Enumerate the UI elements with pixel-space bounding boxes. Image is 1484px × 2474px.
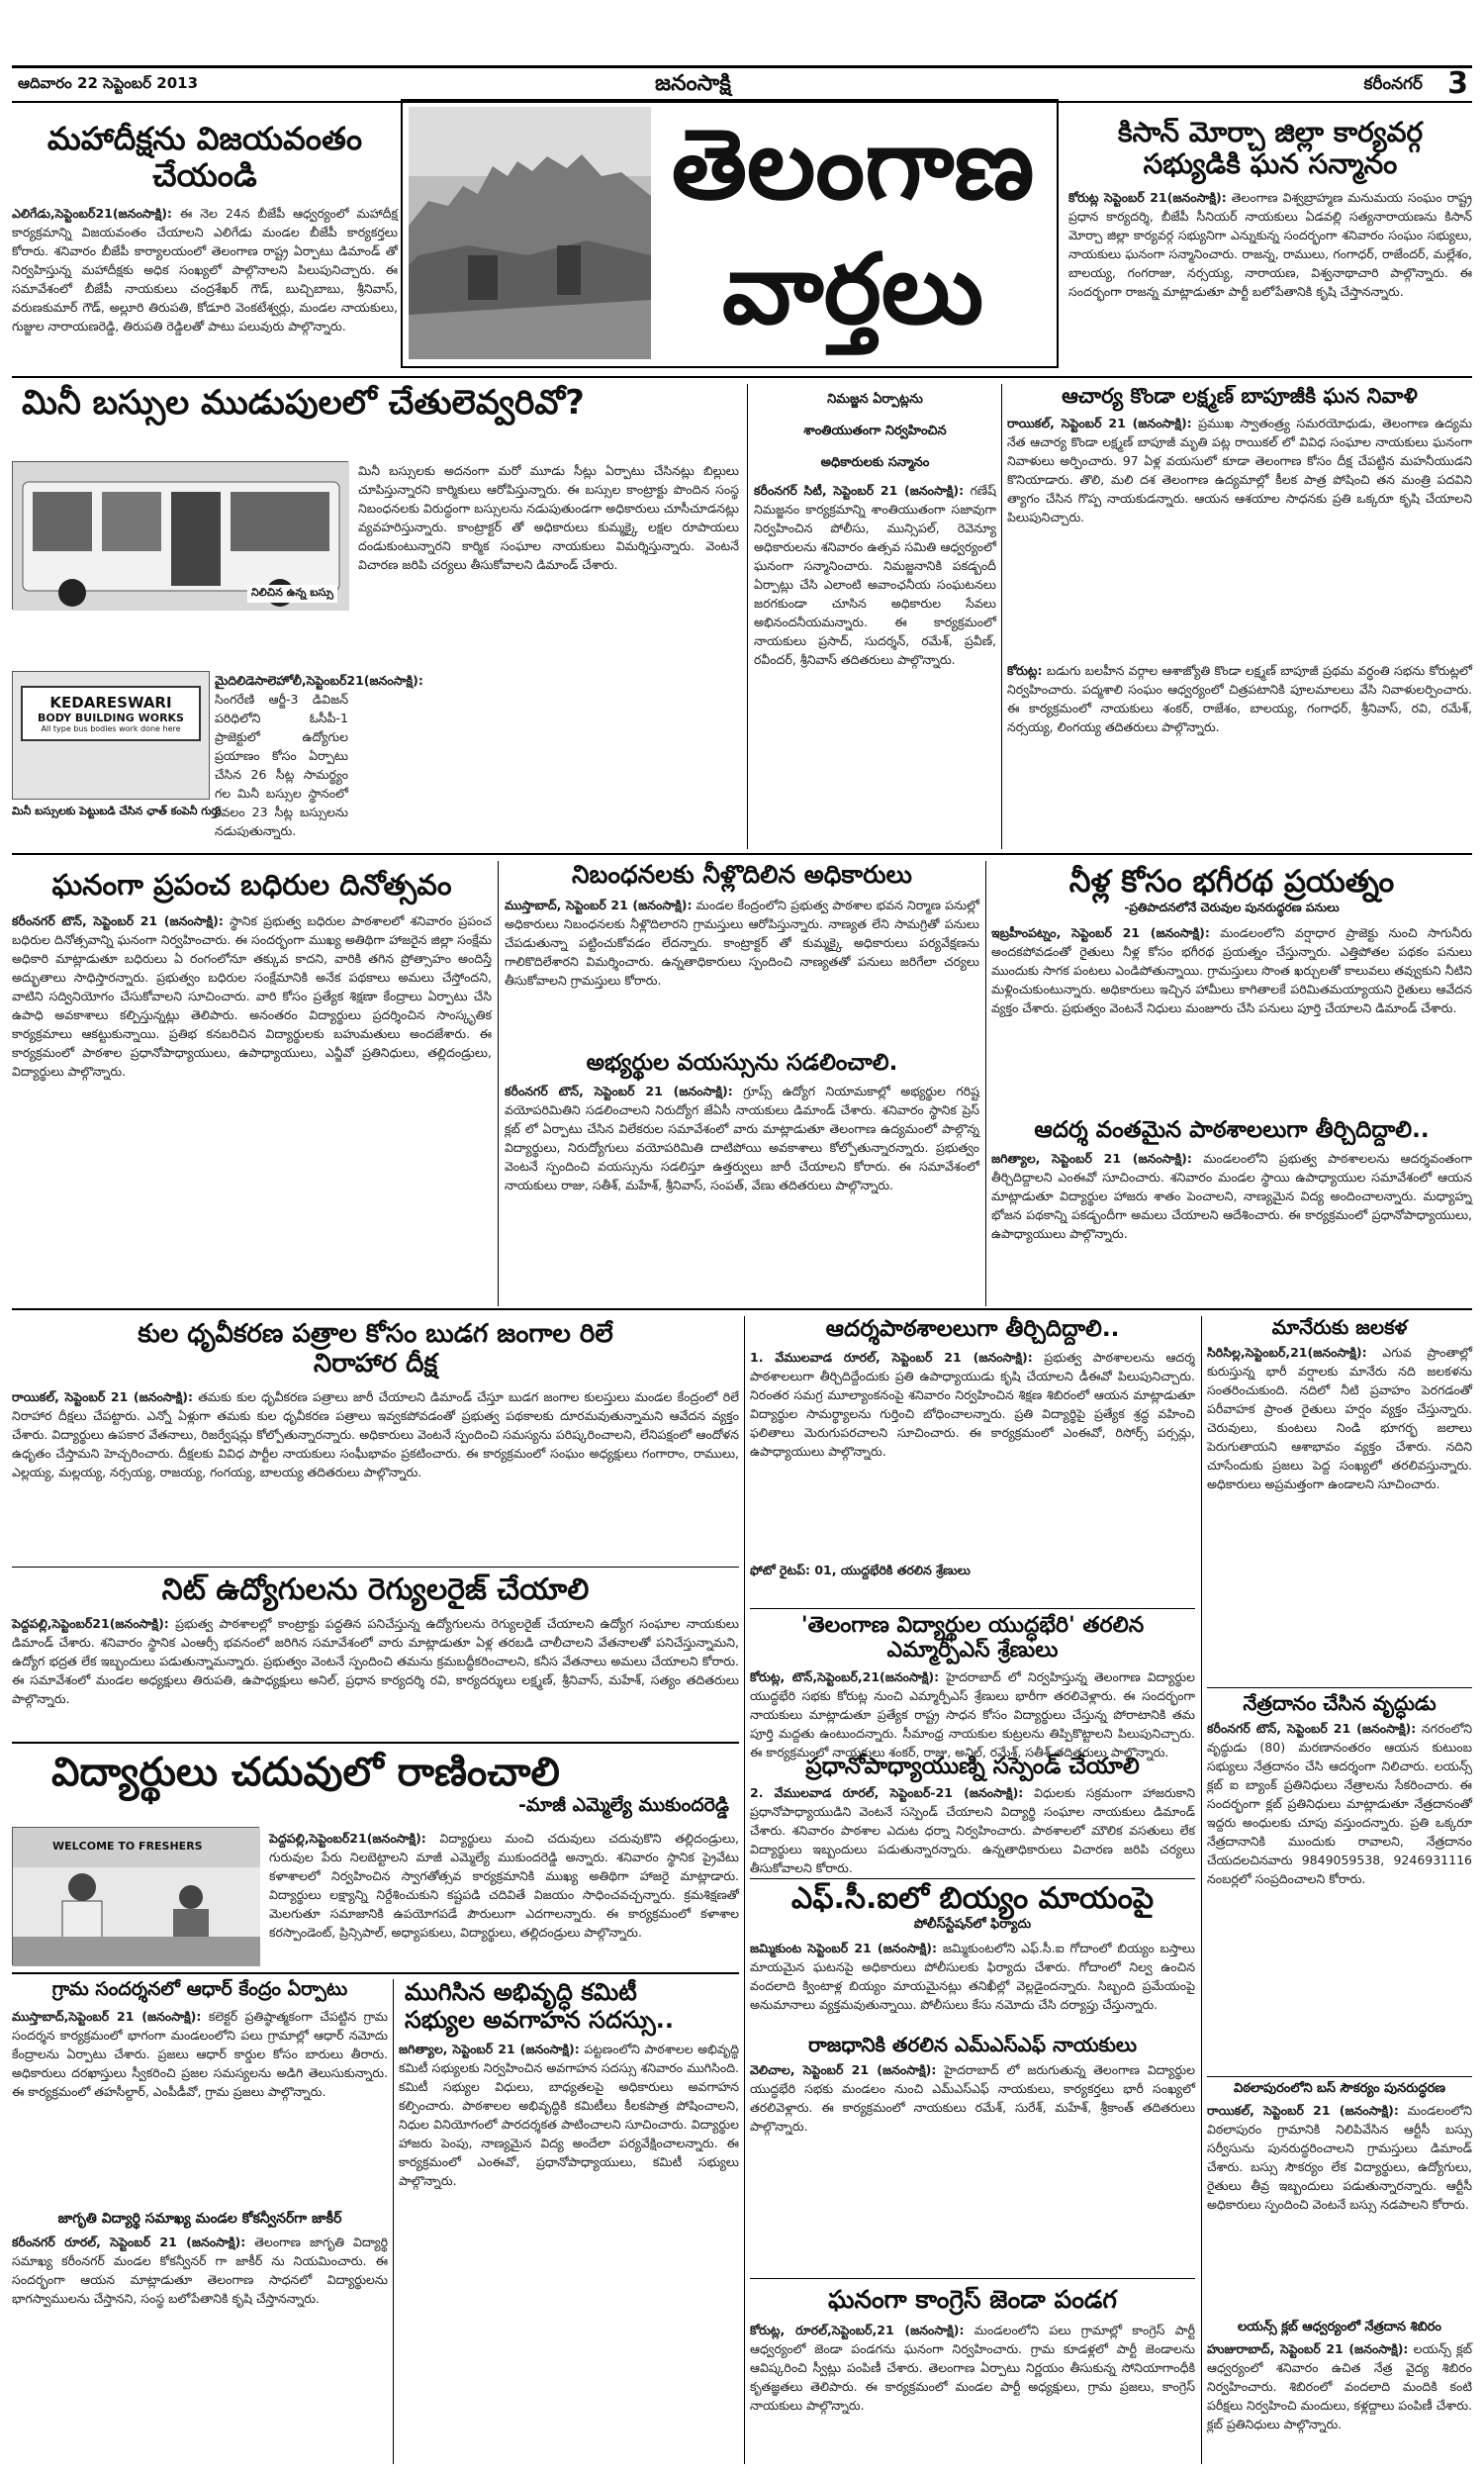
byline: -మాజీ ఎమ్మెల్యే ముకుందరెడ్డి [518, 1794, 729, 1816]
body-text: గ్రూప్స్ ఉద్యోగ నియామకాల్లో అభ్యర్థుల గరిష్ట వయోపరిమితిని సడలించాలని నిరుద్యోగ జేఏసీ నాయకులు డిమాండ్ చేశారు. శనివారం స్థానిక ప్రెస్ క్లబ్ లో ఏర్పాటు చేసిన విలేకరుల సమావేశంలో వారు మాట్లాడుతూ తెలంగాణ ఉద్యమంలో పాల్గొన్న విద్యార్థులు, నిరుద్యోగులు వయోపరిమితి దాటిపోయి అవకాశాలు కోల్పోతున్నారన్నారు. ప్రభుత్వం వెంటనే స్పందించి వయస్సును సడలిస్తూ ఉత్తర్వులు జారీ చేయాలని కోరారు. ఈ సమావేశంలో నాయకులు రాజు, సతీశ్, మహేశ్, శ్రీనివాస్, సంపత్, వేణు తదితరులు పాల్గొన్నారు. [505, 1084, 979, 1193]
article-mrps [750, 1613, 1195, 1760]
sign-text: All type bus bodies work done here [41, 724, 181, 733]
headline: లయన్స్ క్లబ్ ఆధ్వర్యంలో నేత్రదాన శిబిరం [1237, 2320, 1442, 2334]
dateline: ఎలిగేడు,సెప్టెంబర్21(జనంసాక్షి): [12, 205, 172, 221]
dateline: జగిత్యాల, సెప్టెంబర్ 21 (జనంసాక్షి): [991, 1151, 1192, 1167]
subhead: శాంతియుతంగా నిర్వహించిన [803, 424, 947, 438]
article-mini-bus [12, 384, 742, 849]
headline: ఎమ్మార్పీఎస్ శ్రేణులు [886, 1638, 1059, 1664]
article-development-committee [399, 1979, 739, 2464]
dateline: జమ్మికుంట సెప్టెంబర్ 21 (జనంసాక్షి): [750, 1940, 938, 1955]
dateline: వెలిచాల, సెప్టెంబర్ 21 (జనంసాక్షి): [750, 2061, 937, 2077]
headline: నిరాహార దీక్ష [313, 1348, 438, 1379]
dateline: 2. వేములవాడ రూరల్, సెప్టెంబర్-21 (జనంసాక్షి): [750, 1785, 1024, 1801]
article-model-schools [750, 1316, 1195, 1603]
body-text: లయన్స్ క్లబ్ ఆధ్వర్యంలో శనివారం ఉచిత నేత్ర వైద్య శిబిరం నిర్వహించారు. శిబిరంలో వందలాది మందికి కంటి పరీక్షలు నిర్వహించి మందులు, కళ్లద్దాలు పంపిణీ చేశారు. క్లబ్ ప్రతినిధులు పాల్గొన్నారు. [1207, 2340, 1472, 2431]
bus-photo [12, 461, 348, 610]
article-lions-camp [1207, 2321, 1472, 2464]
issue-date: ఆదివారం 22 సెప్టెంబర్ 2013 [18, 74, 199, 92]
photo-caption: నిలిచిన ఉన్న బస్సు [247, 585, 337, 603]
section-banner [401, 99, 1059, 368]
page-header [12, 65, 1472, 103]
headline: అభ్యర్థుల వయస్సును సడలించాలి. [586, 1049, 898, 1076]
headline: గ్రామ సందర్శనలో ఆధార్ కేంద్రం ఏర్పాటు [51, 1978, 348, 2000]
banner-text: WELCOME TO FRESHERS [52, 1840, 203, 1853]
photo-caption: ఫోటో రైటప్: 01, యుద్దభేరికి తరలిన శ్రేణులు [750, 1563, 971, 1578]
body-text: మండలంలోని పలు గ్రామాల్లో కాంగ్రెస్ పార్టీ ఆధ్వర్యంలో జెండా పండగను ఘనంగా నిర్వహించారు. గ్రామ కూడళ్లలో పార్టీ జెండాలను ఆవిష్కరించి స్వీట్లు పంపిణీ చేశారు. తెలంగాణ ఏర్పాటు నిర్ణయం తీసుకున్న సోనియాగాంధీకి కృతజ్ఞతలు తెలిపారు. ఈ కార్యక్రమంలో మండల పార్టీ అధ్యక్షులు, గ్రామ ప్రజలు, కాంగ్రెస్ నాయకులు పాల్గొన్నారు. [750, 2322, 1196, 2413]
body-text: తెలంగాణ విశ్వబ్రాహ్మణ మనుమయ సంఘం రాష్ట్ర ప్రధాన కార్యదర్శి, బీజేపీ సీనియర్ నాయకులు ఏడవల్లి సత్యనారాయణను కిసాన్ మోర్చా జిల్లా కార్యవర్గ సభ్యునిగా ఎన్నుకున్న సందర్భంగా శనివారం సంఘం సభ్యులు, నాయకులు ఘనంగా సన్మానించారు. రాజన్న, రాములు, గంగాధర్, రాజేందర్, మల్లేశం, బాలయ్య, గంగరాజు, నర్సయ్య, నారాయణ, విశ్వనాథాచారి పాల్గొన్నారు. ఈ సందర్భంగా రాజన్న మాట్లాడుతూ పార్టీ బలోపేతానికి కృషి చేస్తానన్నారు. [1068, 190, 1472, 300]
headline: ఆచార్య కొండా లక్ష్మణ్ బాపూజీకి ఘన నివాళి [1062, 384, 1418, 408]
article-immersion [754, 384, 996, 849]
dateline: కరీంనగర్ టౌన్, సెప్టెంబర్ 21 (జనంసాక్షి): [505, 1084, 733, 1099]
dateline: 1. వేములవాడ రూరల్, సెప్టెంబర్ 21 (జనంసాక్షి): [750, 1350, 1033, 1366]
dateline: హుజురాబాద్, సెప్టెంబర్ 21 (జనంసాక్షి): [1207, 2340, 1409, 2356]
headline: జాగృతి విద్యార్థి సమాఖ్య మండల కోకన్వీనర్‌గా జాకీర్ [57, 2210, 342, 2227]
article-congress-flag [750, 2286, 1195, 2464]
dateline: మైదిలిడెసాలెహోలీ,సెప్టెంబర్21(జనంసాక్షి): [215, 673, 423, 688]
headline: రాజధానికి తరలిన ఎమ్ఎస్ఎఫ్ నాయకులు [807, 2032, 1138, 2056]
subhead: -ప్రతిపాదనలోనే చెరువుల పునరుద్ధరణ పనులు [1124, 900, 1340, 914]
headline: ఎఫ్.సీ.ఐలో బియ్యం మాయంపై [790, 1881, 1155, 1916]
headline: కుల ధృవీకరణ పత్రాల కోసం బుడగ జంగాల రిలే [138, 1319, 613, 1349]
body-text: విధులకు సక్రమంగా హాజరుకాని ప్రధానోపాధ్యాయుడిని వెంటనే సస్పెండ్ చేయాలని విద్యార్థి సంఘాల నాయకులు డిమాండ్ చేశారు. శనివారం పాఠశాల ఎదుట ధర్నా నిర్వహించారు. పాఠశాలలో మౌలిక వసతులు లేక విద్యార్థులు ఇబ్బందులు పడుతున్నారన్నారు. ఉన్నతాధికారులు విచారణ జరిపి చర్యలు తీసుకోవాలని కోరారు. [750, 1785, 1195, 1876]
headline: సభ్యుల అవగాహన సదస్సు.. [405, 2005, 674, 2034]
body-text: కలెక్టర్ ప్రతిష్ఠాత్మకంగా చేపట్టిన గ్రామ సందర్శన కార్యక్రమంలో భాగంగా మండలంలోని పలు గ్రామాల్లో ఆధార్ నమోదు కేంద్రాలను ఏర్పాటు చేశారు. ప్రజలు ఆధార్ కార్డుల కోసం బారులు తీరారు. అధికారులు దరఖాస్తులు స్వీకరించి ప్రజల సమస్యలను అడిగి తెలుసుకున్నారు. ఈ కార్యక్రమంలో తహసీల్దార్, ఎంపీడీవో, గ్రామ ప్రజలు పాల్గొన్నారు. [12, 2008, 388, 2099]
article-caste-certificates [12, 1316, 739, 1564]
body-text: హైదరాబాద్ లో జరుగుతున్న తెలంగాణ విద్యార్థుల యుద్ధభేరి సభకు మండలం నుంచి ఎమ్ఎస్ఎఫ్ నాయకులు, కార్యకర్తలు భారీ సంఖ్యలో తరలివెళ్లారు. ఈ కార్యక్రమంలో నాయకులు రమేశ్, సురేశ్, మహేశ్, శ్రీకాంత్ తదితరులు పాల్గొన్నారు. [750, 2061, 1195, 2134]
body-text: జమ్మికుంటలోని ఎఫ్.సీ.ఐ గోదాంలో బియ్యం బస్తాలు మాయమైన ఘటనపై అధికారులు పోలీసులకు ఫిర్యాదు చేశారు. గోదాంలో నిల్వ ఉంచిన వందలాది క్వింటాళ్ల బియ్యం మాయమైనట్లు తనిఖీల్లో వెల్లడైందన్నారు. సిబ్బంది ప్రమేయంపై అనుమానాలు వ్యక్తమవుతున్నాయి. పోలీసులు కేసు నమోదు చేసి దర్యాప్తు చేస్తున్నారు. [750, 1940, 1195, 2012]
dateline: పెద్దపల్లి,సెప్టెంబర్21(జనంసాక్షి): [12, 1615, 169, 1631]
headline: నిట్ ఉద్యోగులను రెగ్యులరైజ్ చేయాలి [161, 1572, 590, 1607]
headline: నేత్రదానం చేసిన వృద్ధుడు [1243, 1691, 1437, 1715]
dateline: రాయికల్, సెప్టెంబర్ 21 (జనంసాక్షి): [1207, 2102, 1399, 2118]
article-rules-ignored [505, 861, 979, 1306]
dateline: ముస్తాబాద్, సెప్టెంబర్ 21 (జనంసాక్షి): [505, 897, 693, 912]
body-text: తెలంగాణ జాగృతి విద్యార్థి సమాఖ్య కరీంనగర్ మండల కోకన్వీనర్ గా జాకీర్ ను నియమించారు. ఈ సందర్భంగా ఆయన మాట్లాడుతూ తెలంగాణ సాధనలో విద్యార్థులను భాగస్వాములను చేస్తానని, సంస్థ బలోపేతానికి కృషి చేస్తానన్నారు. [12, 2234, 388, 2306]
headline: ఆదర్శ వంతమైన పాఠశాలలుగా తీర్చిదిద్దాలి.. [1034, 1116, 1430, 1143]
body-text: మండలంలోని వర్షాధార ప్రాజెక్టు నుంచి సాగునీరు అందకపోవడంతో రైతులు నీళ్ల కోసం భగీరథ ప్రయత్నం చేస్తున్నారు. ఎత్తిపోతల పథకం పనులు ముందుకు సాగక పంటలు ఎండిపోతున్నాయి. గ్రామస్తులు సొంత ఖర్చులతో కాలువలు తవ్వుకుని నీటిని మళ్లించుకుంటున్నారు. అధికారులు ఇచ్చిన హామీలు కాగితాలకే పరిమితమయ్యాయని రైతులు ఆవేదన వ్యక్తం చేశారు. ప్రభుత్వం వెంటనే నిధులు మంజూరు చేసి పనులు పూర్తి చేయాలని డిమాండ్ చేశారు. [991, 924, 1472, 1015]
photo-caption: మినీ బస్సులకు పెట్టుబడి చేసిన ఛాత్ కంపెనీ గుర్తు [12, 805, 348, 820]
body-text: స్థానిక ప్రభుత్వ బధిరుల పాఠశాలలో శనివారం ప్రపంచ బధిరుల దినోత్సవాన్ని ఘనంగా నిర్వహించారు. ఈ సందర్భంగా ముఖ్య అతిథిగా హాజరైన జిల్లా సంక్షేమ అధికారి మాట్లాడుతూ బధిరులు ఏ రంగంలోనూ తక్కువ కాదని, వారికి తగిన ప్రోత్సాహం అందిస్తే అద్భుతాలు సాధిస్తారన్నారు. ప్రభుత్వం బధిరుల సంక్షేమానికి అనేక పథకాలు అమలు చేస్తోందని, వాటిని సద్వినియోగం చేసుకోవాలని సూచించారు. వారి కోసం ప్రత్యేక శిక్షణా కేంద్రాలు ఏర్పాటు చేసి ఉపాధి అవకాశాలు కల్పిస్తున్నట్లు తెలిపారు. అనంతరం విద్యార్థులు ప్రదర్శించిన సాంస్కృతిక కార్యక్రమాలు ఆకట్టుకున్నాయి. ప్రతిభ కనబరిచిన విద్యార్థులకు బహుమతులు అందజేశారు. ఈ కార్యక్రమంలో పాఠశాల ప్రధానోపాధ్యాయులు, ఉపాధ్యాయులు, ఎన్జీవో ప్రతినిధులు, తల్లిదండ్రులు, విద్యార్థులు పాల్గొన్నారు. [12, 913, 493, 1080]
headline: చేయండి [152, 155, 257, 194]
dateline: రాయికల్, సెప్టెంబర్ 21 (జనంసాక్షి): [1007, 416, 1192, 431]
article-bapuji [1007, 384, 1472, 849]
dateline: కోరుట్ల సెప్టెంబర్ 21(జనంసాక్షి): [1068, 190, 1227, 206]
article-eye-donation [1207, 1692, 1472, 2068]
headline: మినీ బస్సుల ముడుపులలో చేతులెవ్వరివో? [22, 383, 585, 423]
sign-text: BODY BUILDING WORKS [38, 712, 184, 724]
article-mahadeeksha [12, 111, 398, 368]
dateline: కోరుట్ల, టౌన్,సెప్టెంబర్,21(జనంసాక్షి): [750, 1668, 940, 1684]
headline: నిబంధనలకు నీళ్లొదిలిన అధికారులు [572, 860, 912, 889]
article-kisan-morcha [1068, 111, 1472, 368]
dateline: కరీంనగర్ సిటీ, సెప్టెంబర్ 21 (జనంసాక్షి): [754, 483, 965, 498]
body-text: ఈ నెల 24న బీజేపీ ఆధ్వర్యంలో మహాదీక్ష కార్యక్రమాన్ని విజయవంతం చేయాలని ఎలిగేడు మండల బీజేపీ కార్యకర్తలు కోరారు. శనివారం బీజేపీ కార్యాలయంలో తెలంగాణ రాష్ట్ర ఏర్పాటు డిమాండ్ తో నిర్వహిస్తున్న మహాదీక్షకు అధిక సంఖ్యలో పాల్గొనాలని పిలుపునిచ్చారు. ఈ సమావేశంలో బీజేపీ నాయకులు చంద్రశేఖర్ గౌడ్, బుచ్చిబాబు, శ్రీనివాస్, వరుణకుమార్ గౌడ్, అల్లూరి తిరుపతి, కోడూరి వెంకటేశ్వర్లు, మండల నాయకులు, గుజ్జుల నారాయణరెడ్డి, తిరుపతి రెడ్డిలతో పాటు పలువురు పాల్గొన్నారు. [12, 205, 398, 333]
dateline: కరీంనగర్ టౌన్, సెప్టెంబర్ 21 (జనంసాక్షి): [12, 913, 224, 929]
body-text: బడుగు బలహీన వర్గాల ఆశాజ్యోతి కొండా లక్ష్మణ్ బాపూజీ ప్రథమ వర్ధంతి సభను కోరుట్లలో నిర్వహించారు. పద్మశాలి సంఘం ఆధ్వర్యంలో చిత్రపటానికి పూలమాలలు వేసి నివాళులర్పించారు. ఈ కార్యక్రమంలో నాయకులు శంకర్, రాజేశం, బాలయ్య, గంగాధర్, శ్రీనివాస్, రవి, రమేశ్, నర్సయ్య, లింగయ్య తదితరులు పాల్గొన్నారు. [1007, 663, 1472, 735]
region: కరీంనగర్ [1363, 74, 1423, 94]
body-text: విద్యార్థులు మంచి చదువులు చదువుకొని తల్లిదండ్రులు, గురువుల పేరు నిలబెట్టాలని మాజీ ఎమ్మెల్యే ముకుందరెడ్డి అన్నారు. శనివారం స్థానిక ప్రైవేటు కళాశాలలో నిర్వహించిన స్వాగతోత్సవ కార్యక్రమానికి ముఖ్య అతిథిగా హాజరై మాట్లాడారు. విద్యార్థులు లక్ష్యాన్ని నిర్దేశించుకుని కష్టపడి చదివితే విజయం సాధించవచ్చన్నారు. క్రమశిక్షణతో మెలగుతూ సమాజానికి ఉపయోగపడే పౌరులుగా ఎదగాలన్నారు. ఈ కార్యక్రమంలో కళాశాల కరస్పాండెంట్, ప్రిన్సిపాల్, అధ్యాపకులు, విద్యార్థులు, తల్లిదండ్రులు పాల్గొన్నారు. [269, 1831, 739, 1940]
body-text: నగరంలోని వృద్ధుడు (80) మరణానంతరం ఆయన కుటుంబ సభ్యులు నేత్రదానం చేసి ఆదర్శంగా నిలిచారు. లయన్స్ క్లబ్ ఐ బ్యాంక్ ప్రతినిధులు నేత్రాలను సేకరించారు. ఈ సందర్భంగా క్లబ్ ప్రతినిధులు మాట్లాడుతూ నేత్రదానంతో ఇద్దరు అంధులకు చూపు వస్తుందన్నారు. ప్రతి ఒక్కరూ నేత్రదానానికి ముందుకు రావాలని, నేత్రదానం చేయదలచినవారు 9849059538, 9246931116 నంబర్లలో సంప్రదించాలని కోరారు. [1207, 1721, 1473, 1886]
subhead: పోలీస్‌స్టేషన్‌లో ఫిర్యాదు [913, 1916, 1032, 1932]
dateline: కరీంనగర్ రూరల్, సెప్టెంబర్ 21 (జనంసాక్షి): [12, 2234, 246, 2249]
body-text: గణేష్ నిమజ్జనం కార్యక్రమాన్ని శాంతియుతంగా సజావుగా నిర్వహించిన పోలీసు, మున్సిపల్, రెవెన్యూ అధికారులను శనివారం ఉత్సవ సమితి ఆధ్వర్యంలో ఘనంగా సన్మానించారు. నిమజ్జనానికి పకడ్బందీ ఏర్పాట్లు చేసి ఎలాంటి అవాంఛనీయ సంఘటనలు జరగకుండా చూసిన అధికారుల సేవలు అభినందనీయమన్నారు. ఈ కార్యక్రమంలో నాయకులు ప్రసాద్, సుదర్శన్, రమేశ్, ప్రవీణ్, రవీందర్, శ్రీనివాస్ తదితరులు పాల్గొన్నారు. [754, 483, 996, 667]
body-text: హైదరాబాద్ లో నిర్వహిస్తున్న తెలంగాణ విద్యార్థుల యుద్ధభేరి సభకు కోరుట్ల నుంచి ఎమ్మార్పీఎస్ శ్రేణులు భారీగా తరలివెళ్లారు. ఈ సందర్భంగా నాయకులు మాట్లాడుతూ ప్రత్యేక రాష్ట్ర సాధన కోసం విద్యార్థులు చేస్తున్న పోరాటానికి తమ పూర్తి మద్దతు ఉంటుందన్నారు. సీమాంధ్ర నాయకుల కుట్రలను తిప్పికొట్టాలని పిలుపునిచ్చారు. ఈ కార్యక్రమంలో నాయకులు శంకర్, రాజు, అనిల్, రమేశ్, సతీశ్ తదితరులు పాల్గొన్నారు. [750, 1668, 1195, 1760]
event-photo [12, 1827, 259, 1965]
dateline: కరీంనగర్ టౌన్, సెప్టెంబర్ 21 (జనంసాక్షి): [1207, 1721, 1417, 1736]
dateline: జగిత్యాల, సెప్టెంబర్ 21 (జనంసాక్షి): [399, 2042, 580, 2057]
headline: ఘనంగా కాంగ్రెస్ జెండా పండగ [828, 2285, 1117, 2314]
article-maneru [1207, 1316, 1472, 1682]
body-text: పట్టణంలోని పాఠశాలల అభివృద్ధి కమిటీ సభ్యులకు నిర్వహించిన అవగాహన సదస్సు శనివారం ముగిసింది. కమిటీ సభ్యుల విధులు, బాధ్యతలపై అధికారులు అవగాహన కల్పించారు. పాఠశాలల అభివృద్ధికి కమిటీలు కీలకపాత్ర పోషించాలని, నిధుల వినియోగంలో పారదర్శకత పాటించాలని సూచించారు. విద్యార్థుల హాజరు పెంపు, నాణ్యమైన విద్య అందేలా పర్యవేక్షించాలన్నారు. ఈ కార్యక్రమంలో ఎంఈవో, ప్రధానోపాధ్యాయులు, కమిటీ సభ్యులు పాల్గొన్నారు. [399, 2042, 740, 2189]
dateline: రాయికల్, సెప్టెంబర్ 21 (జనంసాక్షి): [12, 1388, 193, 1404]
headline: ఘనంగా ప్రపంచ బధిరుల దినోత్సవం [51, 868, 452, 902]
sign-text: KEDARESWARI [49, 694, 172, 712]
dateline: కోరుట్ల: [1007, 663, 1043, 679]
dateline: ఇబ్రహీంపట్నం, సెప్టెంబర్ 21 (జనంసాక్షి): [991, 924, 1210, 940]
headline: ప్రధానోపాధ్యాయుణ్ని సస్పెండ్ చేయాలి [805, 1754, 1140, 1779]
headline: కిసాన్ మోర్చా జిల్లా కార్యవర్గ [1117, 116, 1424, 148]
headline: సభ్యుడికి ఘన సన్మానం [1143, 147, 1398, 181]
article-headmaster [750, 1754, 1195, 1877]
dateline: సిరిసిల్ల,సెప్టెంబర్,21(జనంసాక్షి): [1207, 1345, 1367, 1360]
dateline: ముస్తాబాద్,సెప్టెంబర్ 21 (జనంసాక్షి): [12, 2008, 202, 2024]
body-text: మండలంలోని విఠలాపురం గ్రామానికి నిలిపివేసిన ఆర్టీసీ బస్సు సర్వీసును పునరుద్ధరించాలని గ్రామస్తులు డిమాండ్ చేశారు. బస్సు సౌకర్యం లేక విద్యార్థులు, ఉద్యోగులు, రైతులు తీవ్ర ఇబ్బందులు పడుతున్నారన్నారు. ఆర్టీసీ అధికారులు స్పందించి వెంటనే బస్సు నడపాలని కోరారు. [1207, 2102, 1473, 2212]
subhead: నిమజ్జన ఏర్పాట్లను [827, 392, 923, 407]
body-text: ప్రభుత్వ పాఠశాలలను ఆదర్శ పాఠశాలలుగా తీర్చిదిద్దేందుకు ప్రతి ఉపాధ్యాయుడు కృషి చేయాలని డీఈవో పిలుపునిచ్చారు. నిరంతర సమగ్ర మూల్యాంకనంపై శనివారం నిర్వహించిన శిక్షణ శిబిరంలో ఆయన మాట్లాడుతూ విద్యార్థుల సామర్థ్యాలను గుర్తించి బోధించాలన్నారు. ప్రతి విద్యార్థిపై ప్రత్యేక శ్రద్ధ వహించి ఫలితాలు మెరుగుపరచాలని సూచించారు. ఈ కార్యక్రమంలో ఎంఈవో, రిసోర్స్ పర్సన్లు, ఉపాధ్యాయులు పాల్గొన్నారు. [750, 1350, 1196, 1460]
section-title-telangana: తెలంగాణ [671, 109, 1035, 222]
headline: ఆదర్శపాఠశాలలుగా తీర్చిదిద్దాలి.. [825, 1316, 1120, 1342]
page-number: 3 [1447, 66, 1468, 101]
headline: విద్యార్థులు చదువులో రాణించాలి [51, 1750, 560, 1795]
article-fci-rice [750, 1881, 1195, 2134]
headline: విఠలాపురంలోని బస్ సౌకర్యం పునరుద్ధరణ [1233, 2081, 1446, 2096]
dateline: కోరుట్ల, రూరల్,సెప్టెంబర్,21 (జనంసాక్షి): [750, 2322, 965, 2337]
article-students [12, 1750, 739, 1969]
subhead: అధికారులకు సన్మానం [820, 455, 930, 470]
body-text: ఎగువ ప్రాంతాల్లో కురుస్తున్న భారీ వర్షాలకు మానేరు నది జలకళను సంతరించుకుంది. నదిలో నీటి ప్రవాహం పెరగడంతో పరీవాహక ప్రాంత రైతులు హర్షం వ్యక్తం చేస్తున్నారు. చెరువులు, కుంటలు నిండి భూగర్భ జలాలు పెరుగుతాయని ఆశాభావం వ్యక్తం చేశారు. నదిని చూసేందుకు ప్రజలు పెద్ద సంఖ్యలో తరలివస్తున్నారు. అధికారులు అప్రమత్తంగా ఉండాలని సూచించారు. [1207, 1345, 1472, 1491]
headline: మహాదీక్షను విజయవంతం [46, 120, 363, 157]
headline: ముగిసిన అభివృద్ధి కమిటీ [405, 1978, 637, 2006]
body-text: ప్రభుత్వ పాఠశాలల్లో కాంట్రాక్టు పద్ధతిన పనిచేస్తున్న ఉద్యోగులను రెగ్యులరైజ్ చేయాలని ఉద్యోగ సంఘాల నాయకులు డిమాండ్ చేశారు. శనివారం స్థానిక ఎంఆర్సీ భవనంలో జరిగిన సమావేశంలో వారు మాట్లాడుతూ ఏళ్ల తరబడి చాలీచాలని వేతనాలతో పనిచేస్తున్నామని, ఉద్యోగ భద్రత లేక ఇబ్బందులు పడుతున్నామన్నారు. ప్రభుత్వం వెంటనే స్పందించి తమను క్రమబద్ధీకరించాలని, కనీస వేతనాలు అమలు చేయాలని కోరారు. ఈ సమావేశంలో మండల అధ్యక్షులు తిరుపతి, ఉపాధ్యక్షులు అనిల్, ప్రధాన కార్యదర్శి రవి, కార్యదర్శులు లక్ష్మణ్, శ్రీనివాస్, మహేశ్, సత్యం తదితరులు పాల్గొన్నారు. [12, 1615, 739, 1706]
body-text: సింగరేణి ఆర్జీ-3 డివిజన్ పరిధిలోని ఓసీపీ-1 ప్రాజెక్టులో ఉద్యోగుల ప్రయాణం కోసం ఏర్పాటు చేసిన 26 సీట్ల సామర్థ్యం గల మినీ బస్సుల స్థానంలో కేవలం 23 సీట్ల బస్సులను నడుపుతున్నారు. [215, 692, 348, 838]
body-text: ప్రముఖ స్వాతంత్ర్య సమరయోధుడు, తెలంగాణ ఉద్యమ నేత ఆచార్య కొండా లక్ష్మణ్ బాపూజీ మృతి పట్ల రాయికల్ లో వివిధ సంఘాల నాయకులు ఘనంగా నివాళులు అర్పించారు. 97 ఏళ్ల వయసులో కూడా తెలంగాణ కోసం దీక్ష చేపట్టిన మహనీయుడని కొనియాడారు. తొలి, మలి దశ తెలంగాణ ఉద్యమాల్లో కీలక పాత్ర పోషించి తన మంత్రి పదవిని త్యాగం చేసిన గొప్ప నాయకుడన్నారు. ఆయన ఆశయాల సాధనకు ప్రతి ఒక్కరూ కృషి చేయాలని పిలుపునిచ్చారు. [1007, 416, 1472, 525]
body-text: తమకు కుల ధృవీకరణ పత్రాలు జారీ చేయాలని డిమాండ్ చేస్తూ బుడగ జంగాల కులస్తులు మండల కేంద్రంలో రిలే నిరాహార దీక్షలు చేపట్టారు. ఎన్నో ఏళ్లుగా తమకు కుల ధృవీకరణ పత్రాలు ఇవ్వకపోవడంతో ప్రభుత్వ పథకాలకు దూరమవుతున్నామని ఆవేదన వ్యక్తం చేశారు. విద్యార్థులు ఉపకార వేతనాలు, రిజర్వేషన్లు కోల్పోతున్నారన్నారు. అధికారులు వెంటనే స్పందించి సమస్యను పరిష్కరించాలని, లేనిపక్షంలో ఆందోళన ఉధృతం చేస్తామని హెచ్చరించారు. దీక్షలకు వివిధ పార్టీల నాయకులు సంఘీభావం ప్రకటించారు. ఈ కార్యక్రమంలో సంఘం అధ్యక్షులు గంగారాం, రాములు, ఎల్లయ్య, మల్లయ్య, నర్సయ్య, రాజయ్య, గంగయ్య, బాలయ్య తదితరులు పాల్గొన్నారు. [12, 1388, 740, 1479]
article-deaf-day [12, 861, 492, 1306]
masthead: జనంసాక్షి [655, 71, 731, 96]
article-bus-service [1207, 2082, 1472, 2320]
headline: మానేరుకు జలకళ [1271, 1315, 1408, 1339]
section-title-varthalu: వార్తలు [721, 234, 984, 346]
body-text: మినీ బస్సులకు అదనంగా మరో మూడు సీట్లు ఏర్పాటు చేసినట్లు బిల్లులు చూపిస్తున్నారని కార్మికులు ఆరోపిస్తున్నారు. ఈ బస్సుల కాంట్రాక్టు పొందిన సంస్థ నిబంధనలకు విరుద్ధంగా బస్సులను నడుపుతుండగా అధికారులు చూసీచూడనట్లు వ్యవహరిస్తున్నారు. కాంట్రాక్టర్ తో అధికారులు కుమ్మక్కై లక్షల రూపాయలు దండుకుంటున్నారని కార్మిక సంఘాల నాయకులు విమర్శిస్తున్నారు. వెంటనే విచారణ జరిపి చర్యలు తీసుకోవాలని డిమాండ్ చేశారు. [358, 463, 739, 572]
article-aadhaar [12, 1979, 388, 2464]
fort-photo [409, 107, 651, 359]
dateline: పెద్దపల్లి,సెప్టెంబర్21(జనంసాక్షి): [269, 1831, 426, 1846]
headline: 'తెలంగాణ విద్యార్థుల యుద్ధభేరి' తరలిన [800, 1613, 1145, 1638]
article-water [991, 861, 1472, 1306]
body-text: మండల కేంద్రంలోని ప్రభుత్వ పాఠశాల భవన నిర్మాణ పనుల్లో అధికారులు నిబంధనలకు నీళ్లొదిలారని గ్రామస్తులు ఆరోపిస్తున్నారు. నాణ్యత లేని సామగ్రితో పనులు చేపడుతున్నా పట్టించుకోవడం లేదన్నారు. కాంట్రాక్టర్ తో కుమ్మక్కై అధికారులు పర్యవేక్షణను గాలికొదిలేశారని విమర్శించారు. ఉన్నతాధికారులు స్పందించి నాణ్యతతో పనులు జరిగేలా చర్యలు తీసుకోవాలని గ్రామస్తులు కోరారు. [505, 897, 979, 988]
headline: నీళ్ల కోసం భగీరథ ప్రయత్నం [1068, 864, 1395, 900]
sign-photo [12, 671, 210, 800]
body-text: మండలంలోని ప్రభుత్వ పాఠశాలలను ఆదర్శవంతంగా తీర్చిదిద్దాలని ఎంఈవో సూచించారు. శనివారం మండల స్థాయి ఉపాధ్యాయుల సమావేశంలో ఆయన మాట్లాడుతూ విద్యార్థుల హాజరు శాతం పెంచాలని, నాణ్యమైన విద్య అందించాలన్నారు. మధ్యాహ్న భోజన పథకాన్ని పకడ్బందీగా అమలు చేయాలని ఆదేశించారు. ఈ కార్యక్రమంలో ప్రధానోపాధ్యాయులు, ఉపాధ్యాయులు పాల్గొన్నారు. [991, 1151, 1473, 1242]
article-nit-employees [12, 1573, 739, 1737]
